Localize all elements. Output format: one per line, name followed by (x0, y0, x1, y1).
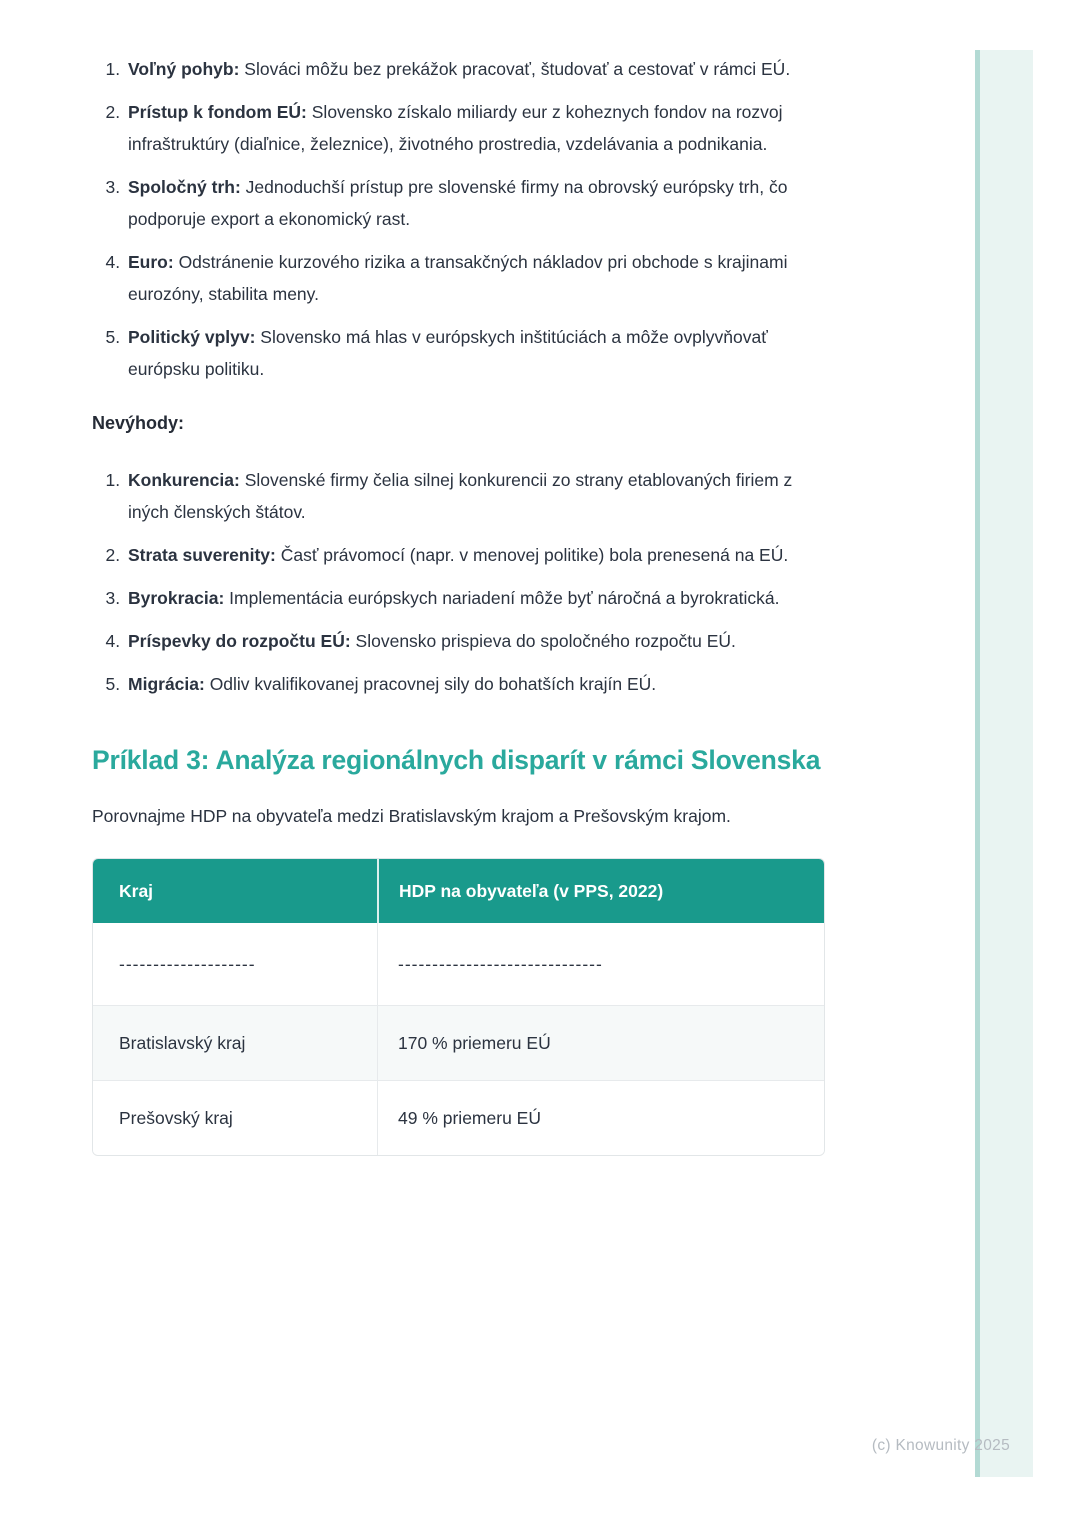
item-term: Voľný pohyb: (128, 59, 240, 79)
item-text: Jednoduchší prístup pre slovenské firmy na obrovský európsky trh, čo podporuje export a ekonomický rast. (128, 177, 788, 229)
intro-paragraph: Porovnajme HDP na obyvateľa medzi Bratislavským krajom a Prešovským krajom. (92, 806, 731, 826)
item-text: Slovensko získalo miliardy eur z koheznych fondov na rozvoj infraštruktúry (diaľnice, železnice), životného prostredia, vzdelávania a podnikania. (128, 102, 783, 154)
item-term: Migrácia: (128, 674, 205, 694)
item-term: Euro: (128, 252, 174, 272)
item-text: Časť právomocí (napr. v menovej politike) bola prenesená na EÚ. (275, 545, 789, 565)
table-cell: ------------------------------ (377, 923, 824, 1005)
item-term: Strata suverenity: (128, 545, 276, 565)
list-item (125, 96, 829, 160)
table-cell: 170 % priemeru EÚ (377, 1005, 824, 1080)
disadvantages-heading: Nevýhody: (92, 413, 185, 433)
item-term: Spoločný trh: (128, 177, 241, 197)
table-cell: Prešovský kraj (93, 1080, 377, 1155)
table-header-row (93, 859, 824, 923)
list-item (125, 539, 829, 571)
item-text: Odliv kvalifikovanej pracovnej sily do bohatších krajín EÚ. (204, 674, 657, 694)
gdp-table-container (92, 858, 825, 1156)
item-text: Slovenské firmy čelia silnej konkurencii zo strany etablovaných firiem z iných členských štátov. (128, 470, 793, 522)
table-separator-row (93, 923, 824, 1005)
item-text: Slováci môžu bez prekážok pracovať, študovať a cestovať v rámci EÚ. (239, 59, 791, 79)
list-item (125, 321, 829, 385)
item-text: Slovensko prispieva do spoločného rozpočtu EÚ. (350, 631, 736, 651)
table-head (93, 859, 824, 923)
right-accent-stripe (975, 50, 1033, 1477)
table-row-bratislavsky (93, 1005, 824, 1080)
table-header-hdp: HDP na obyvateľa (v PPS, 2022) (377, 859, 824, 923)
gdp-table (93, 859, 824, 1155)
list-item (125, 464, 829, 528)
item-term: Konkurencia: (128, 470, 240, 490)
list-item (125, 668, 829, 700)
list-item (125, 625, 829, 657)
item-text: Implementácia európskych nariadení môže byť náročná a byrokratická. (224, 588, 780, 608)
table-body (93, 923, 824, 1155)
table-cell: -------------------- (93, 923, 377, 1005)
list-item (125, 171, 829, 235)
table-cell: 49 % priemeru EÚ (377, 1080, 824, 1155)
page-content (92, 0, 829, 1156)
table-cell: Bratislavský kraj (93, 1005, 377, 1080)
item-text: Odstránenie kurzového rizika a transakčných nákladov pri obchode s krajinami eurozóny, stabilita meny. (128, 252, 788, 304)
copyright-notice: (c) Knowunity 2025 (871, 1437, 1010, 1454)
list-item (125, 246, 829, 310)
item-term: Prístup k fondom EÚ: (128, 102, 307, 122)
section-heading: Príklad 3: Analýza regionálnych disparít v rámci Slovenska (92, 745, 821, 775)
list-item (125, 53, 829, 85)
item-text: Slovensko má hlas v európskych inštitúciách a môže ovplyvňovať európsku politiku. (128, 327, 768, 379)
table-header-kraj: Kraj (93, 859, 377, 923)
table-row-presovsky (93, 1080, 824, 1155)
disadvantages-list (92, 464, 829, 700)
list-item (125, 582, 829, 614)
item-term: Príspevky do rozpočtu EÚ: (128, 631, 351, 651)
advantages-list (92, 53, 829, 385)
item-term: Byrokracia: (128, 588, 225, 608)
item-term: Politický vplyv: (128, 327, 256, 347)
